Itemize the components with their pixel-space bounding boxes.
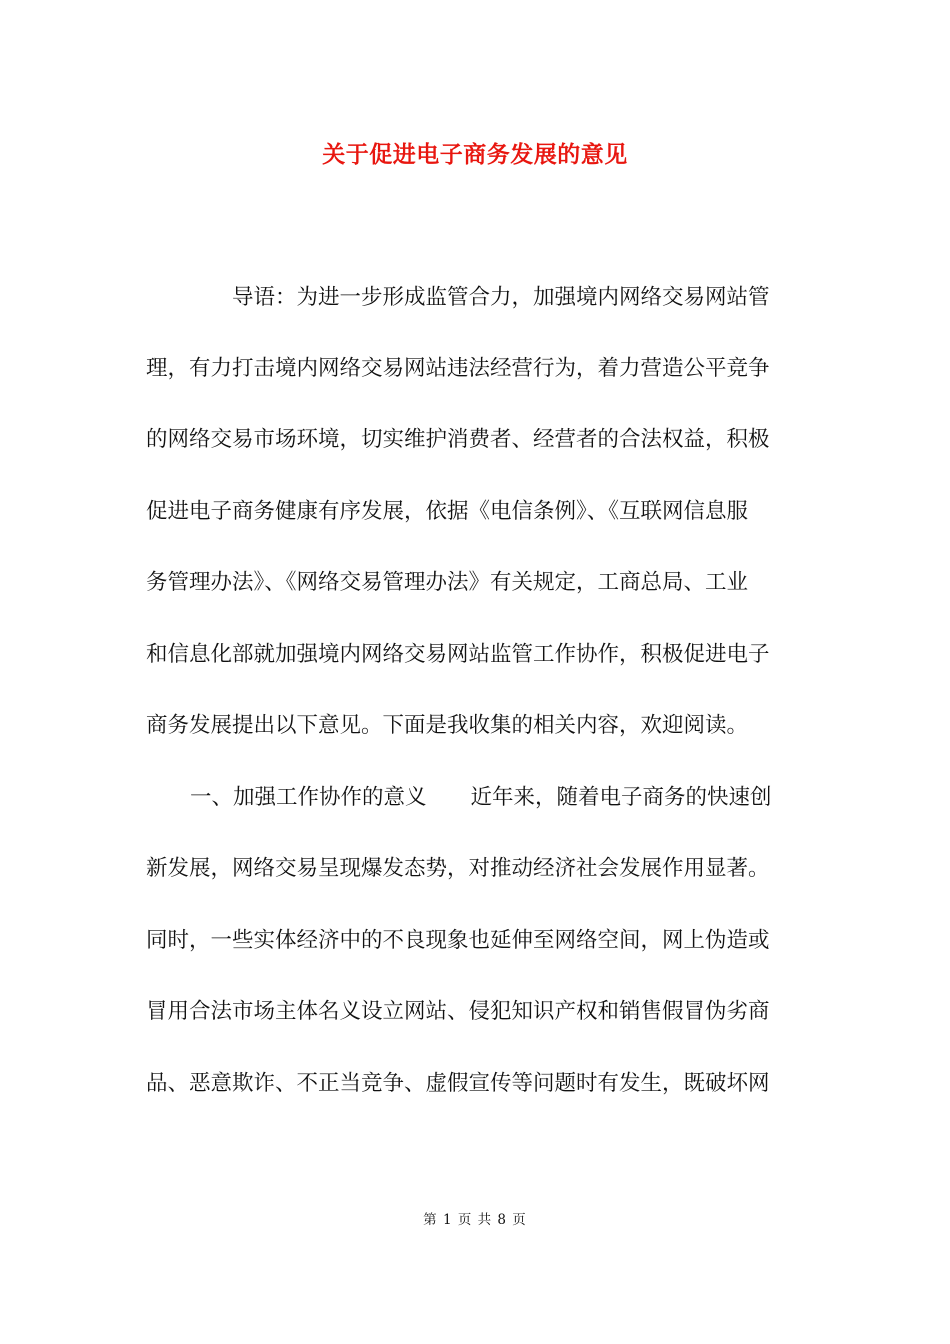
section-line-3: 同时，一些实体经济中的不良现象也延伸至网络空间，网上伪造或 (146, 928, 770, 953)
section-first-text: 近年来，随着电子商务的快速创 (470, 785, 772, 810)
intro-line-6: 和信息化部就加强境内网络交易网站监管工作协作，积极促进电子 (146, 642, 770, 667)
document-title: 关于促进电子商务发展的意见 (322, 141, 628, 168)
intro-line-3: 的网络交易市场环境，切实维护消费者、经营者的合法权益，积极 (146, 427, 770, 452)
section-line-4: 冒用合法市场主体名义设立网站、侵犯知识产权和销售假冒伪劣商 (146, 999, 770, 1024)
intro-line-7: 商务发展提出以下意见。下面是我收集的相关内容，欢迎阅读。 (146, 713, 749, 738)
section-heading: 一、加强工作协作的意义 (190, 785, 427, 810)
intro-line-2: 理，有力打击境内网络交易网站违法经营行为，着力营造公平竞争 (146, 356, 770, 381)
section-heading-line (190, 783, 772, 813)
section-line-2: 新发展，网络交易呈现爆发态势，对推动经济社会发展作用显著。 (146, 856, 770, 881)
page-number: 第 1 页 共 8 页 (423, 1212, 527, 1228)
intro-line-5: 务管理办法》、《网络交易管理办法》有关规定，工商总局、工业 (146, 570, 749, 595)
intro-line-1: 导语：为进一步形成监管合力，加强境内网络交易网站管 (232, 285, 770, 310)
section-line-5: 品、恶意欺诈、不正当竞争、虚假宣传等问题时有发生，既破坏网 (146, 1071, 770, 1096)
intro-line-4: 促进电子商务健康有序发展，依据《电信条例》、《互联网信息服 (146, 499, 749, 524)
